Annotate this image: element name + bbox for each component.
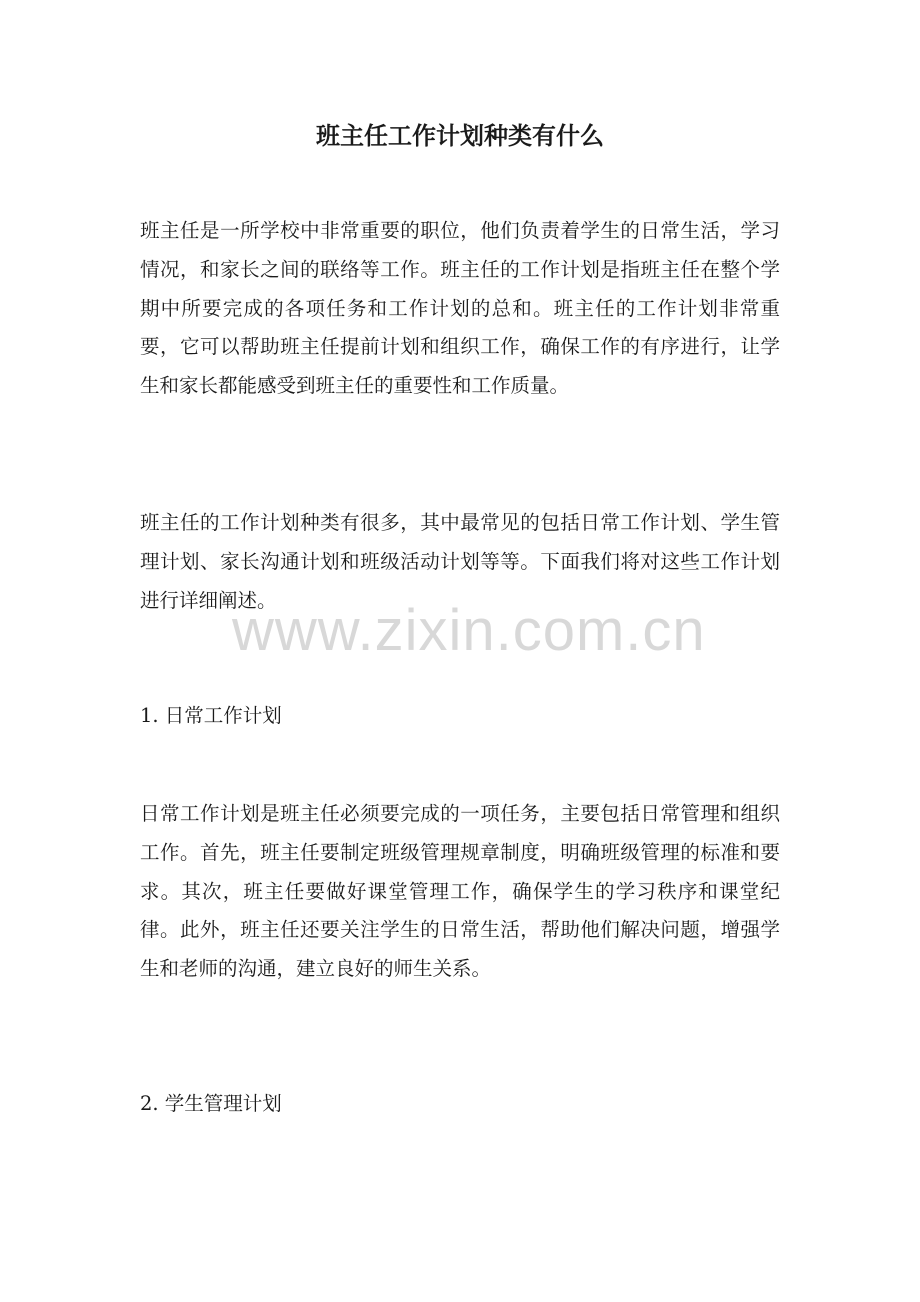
site-watermark: www.zixin.com.cn [232,598,706,663]
overview-paragraph: 班主任的工作计划种类有很多，其中最常见的包括日常工作计划、学生管理计划、家长沟通计划和班级活动计划等等。下面我们将对这些工作计划进行详细阐述。 [140,511,780,612]
daily-plan-paragraph: 日常工作计划是班主任必须要完成的一项任务，主要包括日常管理和组织工作。首先，班主任要制定班级管理规章制度，明确班级管理的标准和要求。其次，班主任要做好课堂管理工作，确保学生的学习秩序和课堂纪律。此外，班主任还要关注学生的日常生活，帮助他们解决问题，增强学生和老师的沟通，建立良好的师生关系。 [140,802,780,981]
section-heading-student-management: 2. 学生管理计划 [140,1092,282,1115]
section-heading-daily-plan: 1. 日常工作计划 [140,704,282,727]
page-title: 班主任工作计划种类有什么 [316,121,604,150]
intro-paragraph: 班主任是一所学校中非常重要的职位，他们负责着学生的日常生活，学习情况，和家长之间的联络等工作。班主任的工作计划是指班主任在整个学期中所要完成的各项任务和工作计划的总和。班主任的工作计划非常重要，它可以帮助班主任提前计划和组织工作，确保工作的有序进行，让学生和家长都能感受到班主任的重要性和工作质量。 [140,219,780,398]
